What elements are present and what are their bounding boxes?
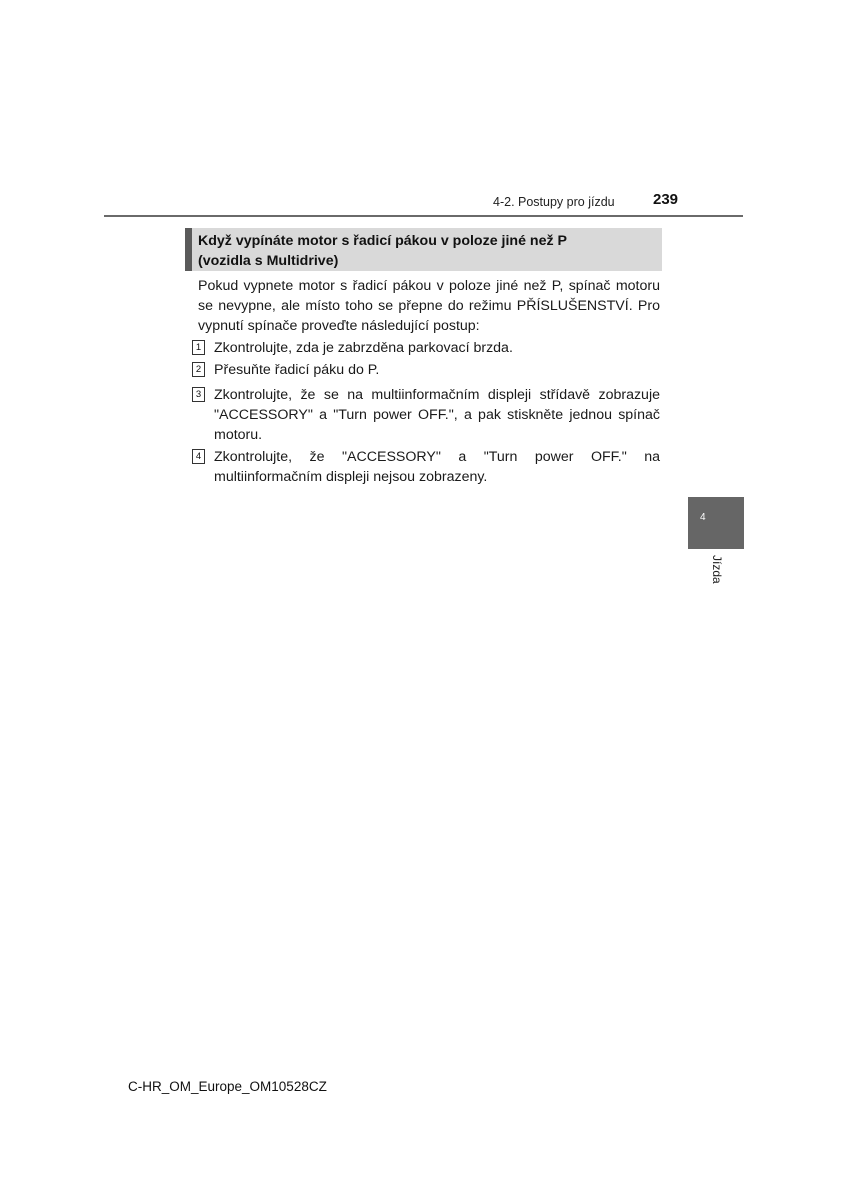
intro-paragraph: Pokud vypnete motor s řadicí pákou v poloze jiné než P, spínač motoru se nevypne, ale místo toho se přepne do režimu PŘÍSLUŠENSTVÍ. Pro vypnutí spínače proveďte následující postup: <box>198 278 660 334</box>
step-2 <box>192 360 660 380</box>
heading-line-2: (vozidla s Multidrive) <box>198 253 339 269</box>
step-text: Zkontrolujte, zda je zabrzděna parkovací brzda. <box>214 340 513 356</box>
chapter-label: Jízda <box>710 555 724 584</box>
step-number-box: 2 <box>192 362 205 377</box>
document-code: C-HR_OM_Europe_OM10528CZ <box>128 1079 327 1094</box>
step-number-box: 4 <box>192 449 205 464</box>
step-number-box: 1 <box>192 340 205 355</box>
heading-line-1: Když vypínáte motor s řadicí pákou v poloze jiné než P <box>198 233 567 249</box>
step-text: Zkontrolujte, že "ACCESSORY" a "Turn power OFF." na multiinformačním displeji nejsou zobrazeny. <box>214 449 660 485</box>
step-3 <box>192 385 660 445</box>
page-number: 239 <box>653 191 679 208</box>
step-text: Přesuňte řadicí páku do P. <box>214 362 380 378</box>
chapter-tab <box>688 497 744 549</box>
section-heading-box <box>185 228 662 271</box>
step-text: Zkontrolujte, že se na multiinformačním displeji střídavě zobrazuje "ACCESSORY" a "Turn power OFF.", a pak stiskněte jednou spínač motoru. <box>214 387 660 443</box>
step-1 <box>192 338 660 358</box>
header-divider <box>104 215 743 217</box>
step-4 <box>192 447 660 487</box>
section-title: 4-2. Postupy pro jízdu <box>493 195 615 209</box>
step-number-box: 3 <box>192 387 205 402</box>
chapter-number: 4 <box>700 512 706 523</box>
